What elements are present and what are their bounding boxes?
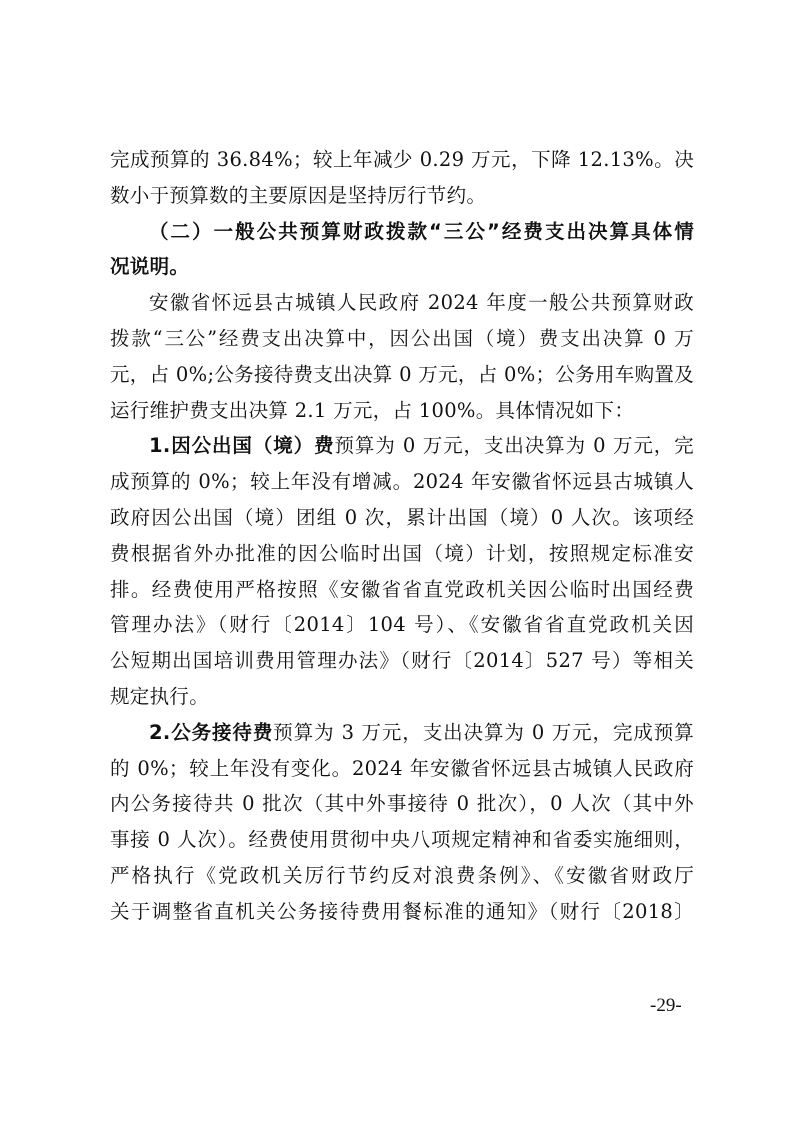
text-line: 安徽省怀远县古城镇人民政府 2024 年度一般公共预算财政	[149, 291, 694, 315]
text-line: 费根据省外办批准的因公临时出国（境）计划，按照规定标准安	[110, 541, 694, 565]
text-line: 管理办法》（财行〔2014〕104 号）、《安徽省省直党政机关因	[110, 613, 694, 637]
text-line: 严格执行《党政机关厉行节约反对浪费条例》、《安徽省财政厅	[110, 863, 694, 887]
section-heading-continued: 况说明。	[110, 255, 190, 279]
text-line: 拨款“三公”经费支出决算中，因公出国（境）费支出决算 0 万	[110, 326, 694, 350]
subheading-overseas-travel: 1.因公出国（境）费	[149, 434, 335, 458]
text-line: 排。经费使用严格按照《安徽省省直党政机关因公临时出国经费	[110, 577, 694, 601]
text-line: 关于调整省直机关公务接待费用餐标准的通知》（财行〔2018〕	[110, 899, 694, 923]
text-line: 数小于预算数的主要原因是坚持厉行节约。	[110, 183, 487, 207]
text-line: 规定执行。	[110, 684, 210, 708]
text-line: 事接 0 人次）。经费使用贯彻中央八项规定精神和省委实施细则，	[110, 828, 694, 852]
text-run: 预算为 3 万元，支出决算为 0 万元，完成预算	[273, 720, 694, 744]
section-heading: （二）一般公共预算财政拨款“三公”经费支出决算具体情	[149, 219, 694, 243]
page-number: -29-	[650, 995, 682, 1016]
text-line: 运行维护费支出决算 2.1 万元，占 100%。具体情况如下：	[110, 398, 635, 422]
text-line: 元，占 0%;公务接待费支出决算 0 万元，占 0%；公务用车购置及	[110, 362, 694, 386]
body-text	[110, 142, 694, 930]
subheading-official-reception: 2.公务接待费	[149, 720, 274, 744]
text-line: 的 0%；较上年没有变化。2024 年安徽省怀远县古城镇人民政府	[110, 756, 694, 780]
paragraph-travel-first-line	[110, 428, 694, 464]
text-run: 预算为 0 万元，支出决算为 0 万元，完	[334, 434, 694, 458]
text-line: 公短期出国培训费用管理办法》（财行〔2014〕527 号）等相关	[110, 649, 694, 673]
text-line: 完成预算的 36.84%；较上年减少 0.29 万元，下降 12.13%。决	[110, 148, 694, 171]
text-line: 内公务接待共 0 批次（其中外事接待 0 批次），0 人次（其中外	[110, 792, 694, 816]
text-line: 成预算的 0%；较上年没有增减。2024 年安徽省怀远县古城镇人	[110, 470, 694, 494]
paragraph-reception-first-line	[110, 715, 694, 751]
text-line: 政府因公出国（境）团组 0 次，累计出国（境）0 人次。该项经	[110, 505, 694, 529]
